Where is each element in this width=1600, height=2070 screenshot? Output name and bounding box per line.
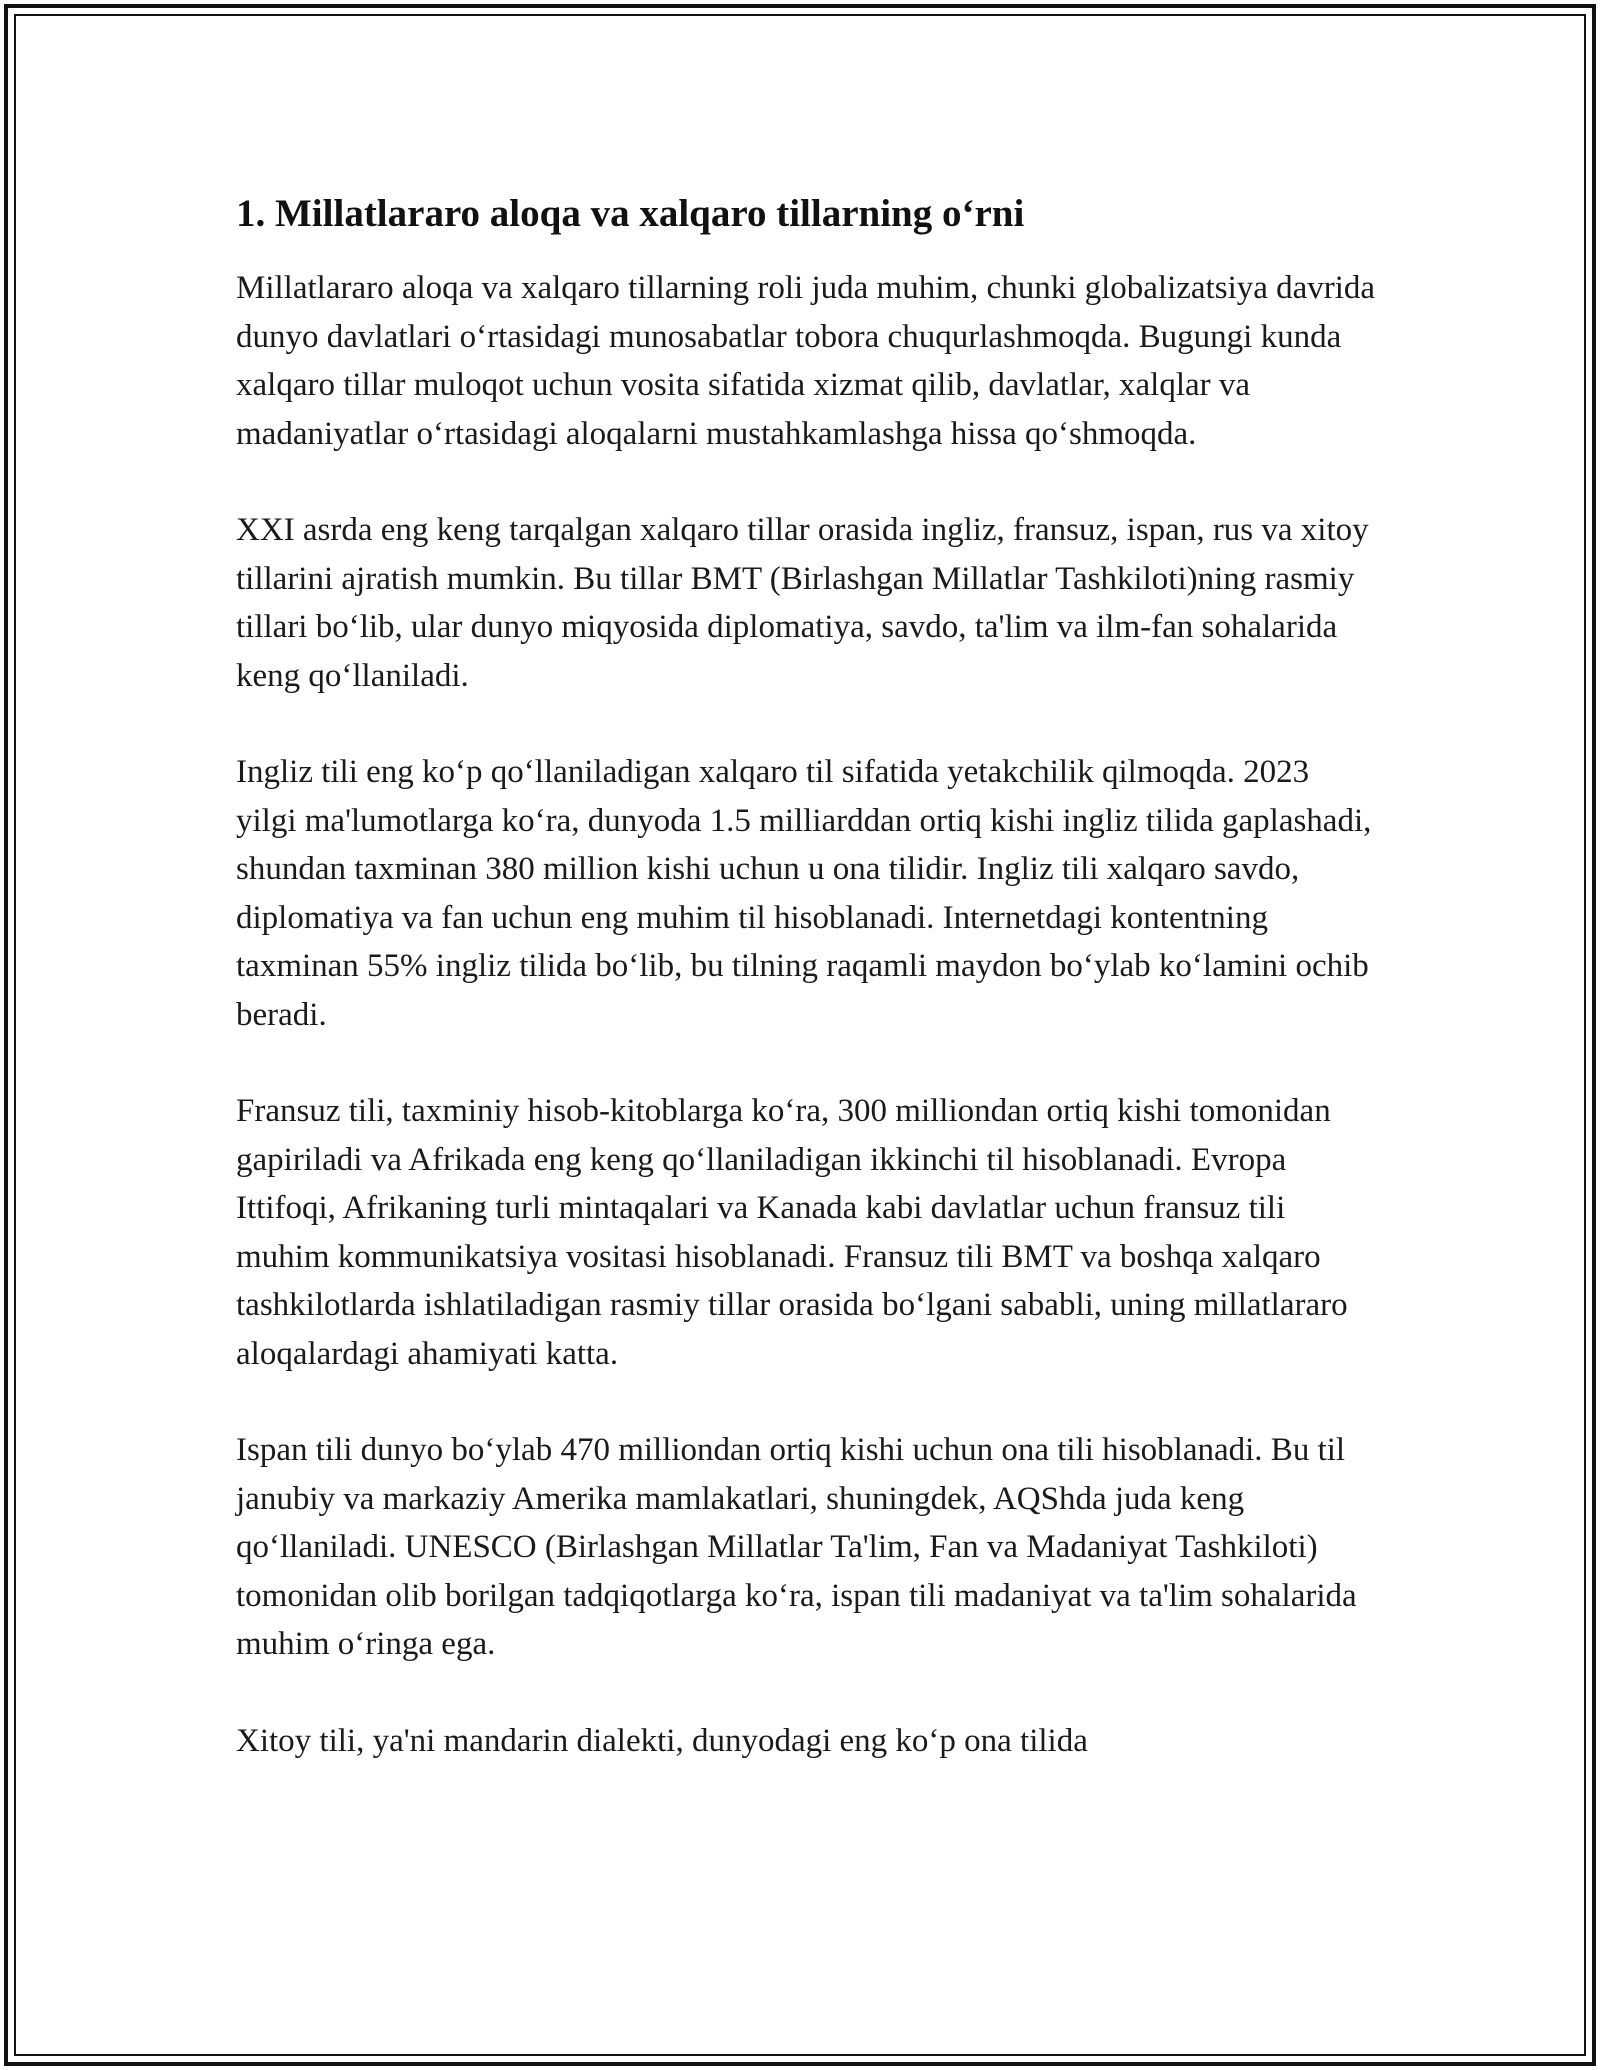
paragraph-intro: Millatlararo aloqa va xalqaro tillarning roli juda muhim, chunki globalizatsiya davrida dunyo davlatlari o‘rtasidagi munosabatlar tobora chuqurlashmoqda. Bugungi kunda xalqaro tillar muloqot uchun vosita sifatida xizmat qilib, davlatlar, xalqlar va madaniyatlar o‘rtasidagi aloqalarni mustahkamlashga hissa qo‘shmoqda. — [236, 270, 1376, 452]
paragraph-english: Ingliz tili eng ko‘p qo‘llaniladigan xalqaro til sifatida yetakchilik qilmoqda. 2023 yilgi ma'lumotlarga ko‘ra, dunyoda 1.5 milliarddan ortiq kishi ingliz tilida gaplashadi, shundan taxminan 380 million kishi uchun u ona tilidir. Ingliz tili xalqaro savdo, diplomatiya va fan uchun eng muhim til hisoblanadi. Internetdagi kontentning taxminan 55% ingliz tilida bo‘lib, bu tilning raqamli maydon bo‘ylab ko‘lamini ochib beradi. — [236, 754, 1372, 1033]
paragraph-spanish: Ispan tili dunyo bo‘ylab 470 milliondan ortiq kishi uchun ona tili hisoblanadi. Bu til janubiy va markaziy Amerika mamlakatlari, shuningdek, AQShda juda keng qo‘llaniladi. UNESCO (Birlashgan Millatlar Ta'lim, Fan va Madaniyat Tashkiloti) tomonidan olib borilgan tadqiqotlarga ko‘ra, ispan tili madaniyat va ta'lim sohalarida muhim o‘ringa ega. — [236, 1432, 1357, 1662]
document-body — [236, 188, 1376, 1813]
paragraph-international-languages: XXI asrda eng keng tarqalgan xalqaro tillar orasida ingliz, fransuz, ispan, rus va xitoy tillarini ajratish mumkin. Bu tillar BMT (Birlashgan Millatlar Tashkiloti)ning rasmiy tillari bo‘lib, ular dunyo miqyosida diplomatiya, savdo, ta'lim va ilm-fan sohalarida keng qo‘llaniladi. — [236, 512, 1369, 694]
paragraph-chinese: Xitoy tili, ya'ni mandarin dialekti, dunyodagi eng ko‘p ona tilida — [236, 1722, 1088, 1759]
section-heading: 1. Millatlararo aloqa va xalqaro tillarning o‘rni — [236, 192, 1025, 235]
paragraph-french: Fransuz tili, taxminiy hisob-kitoblarga ko‘ra, 300 milliondan ortiq kishi tomonidan gapiriladi va Afrikada eng keng qo‘llaniladigan ikkinchi til hisoblanadi. Evropa Ittifoqi, Afrikaning turli mintaqalari va Kanada kabi davlatlar uchun fransuz tili muhim kommunikatsiya vositasi hisoblanadi. Fransuz tili BMT va boshqa xalqaro tashkilotlarda ishlatiladigan rasmiy tillar orasida bo‘lgani sababli, uning millatlararo aloqalardagi ahamiyati katta. — [236, 1093, 1348, 1372]
